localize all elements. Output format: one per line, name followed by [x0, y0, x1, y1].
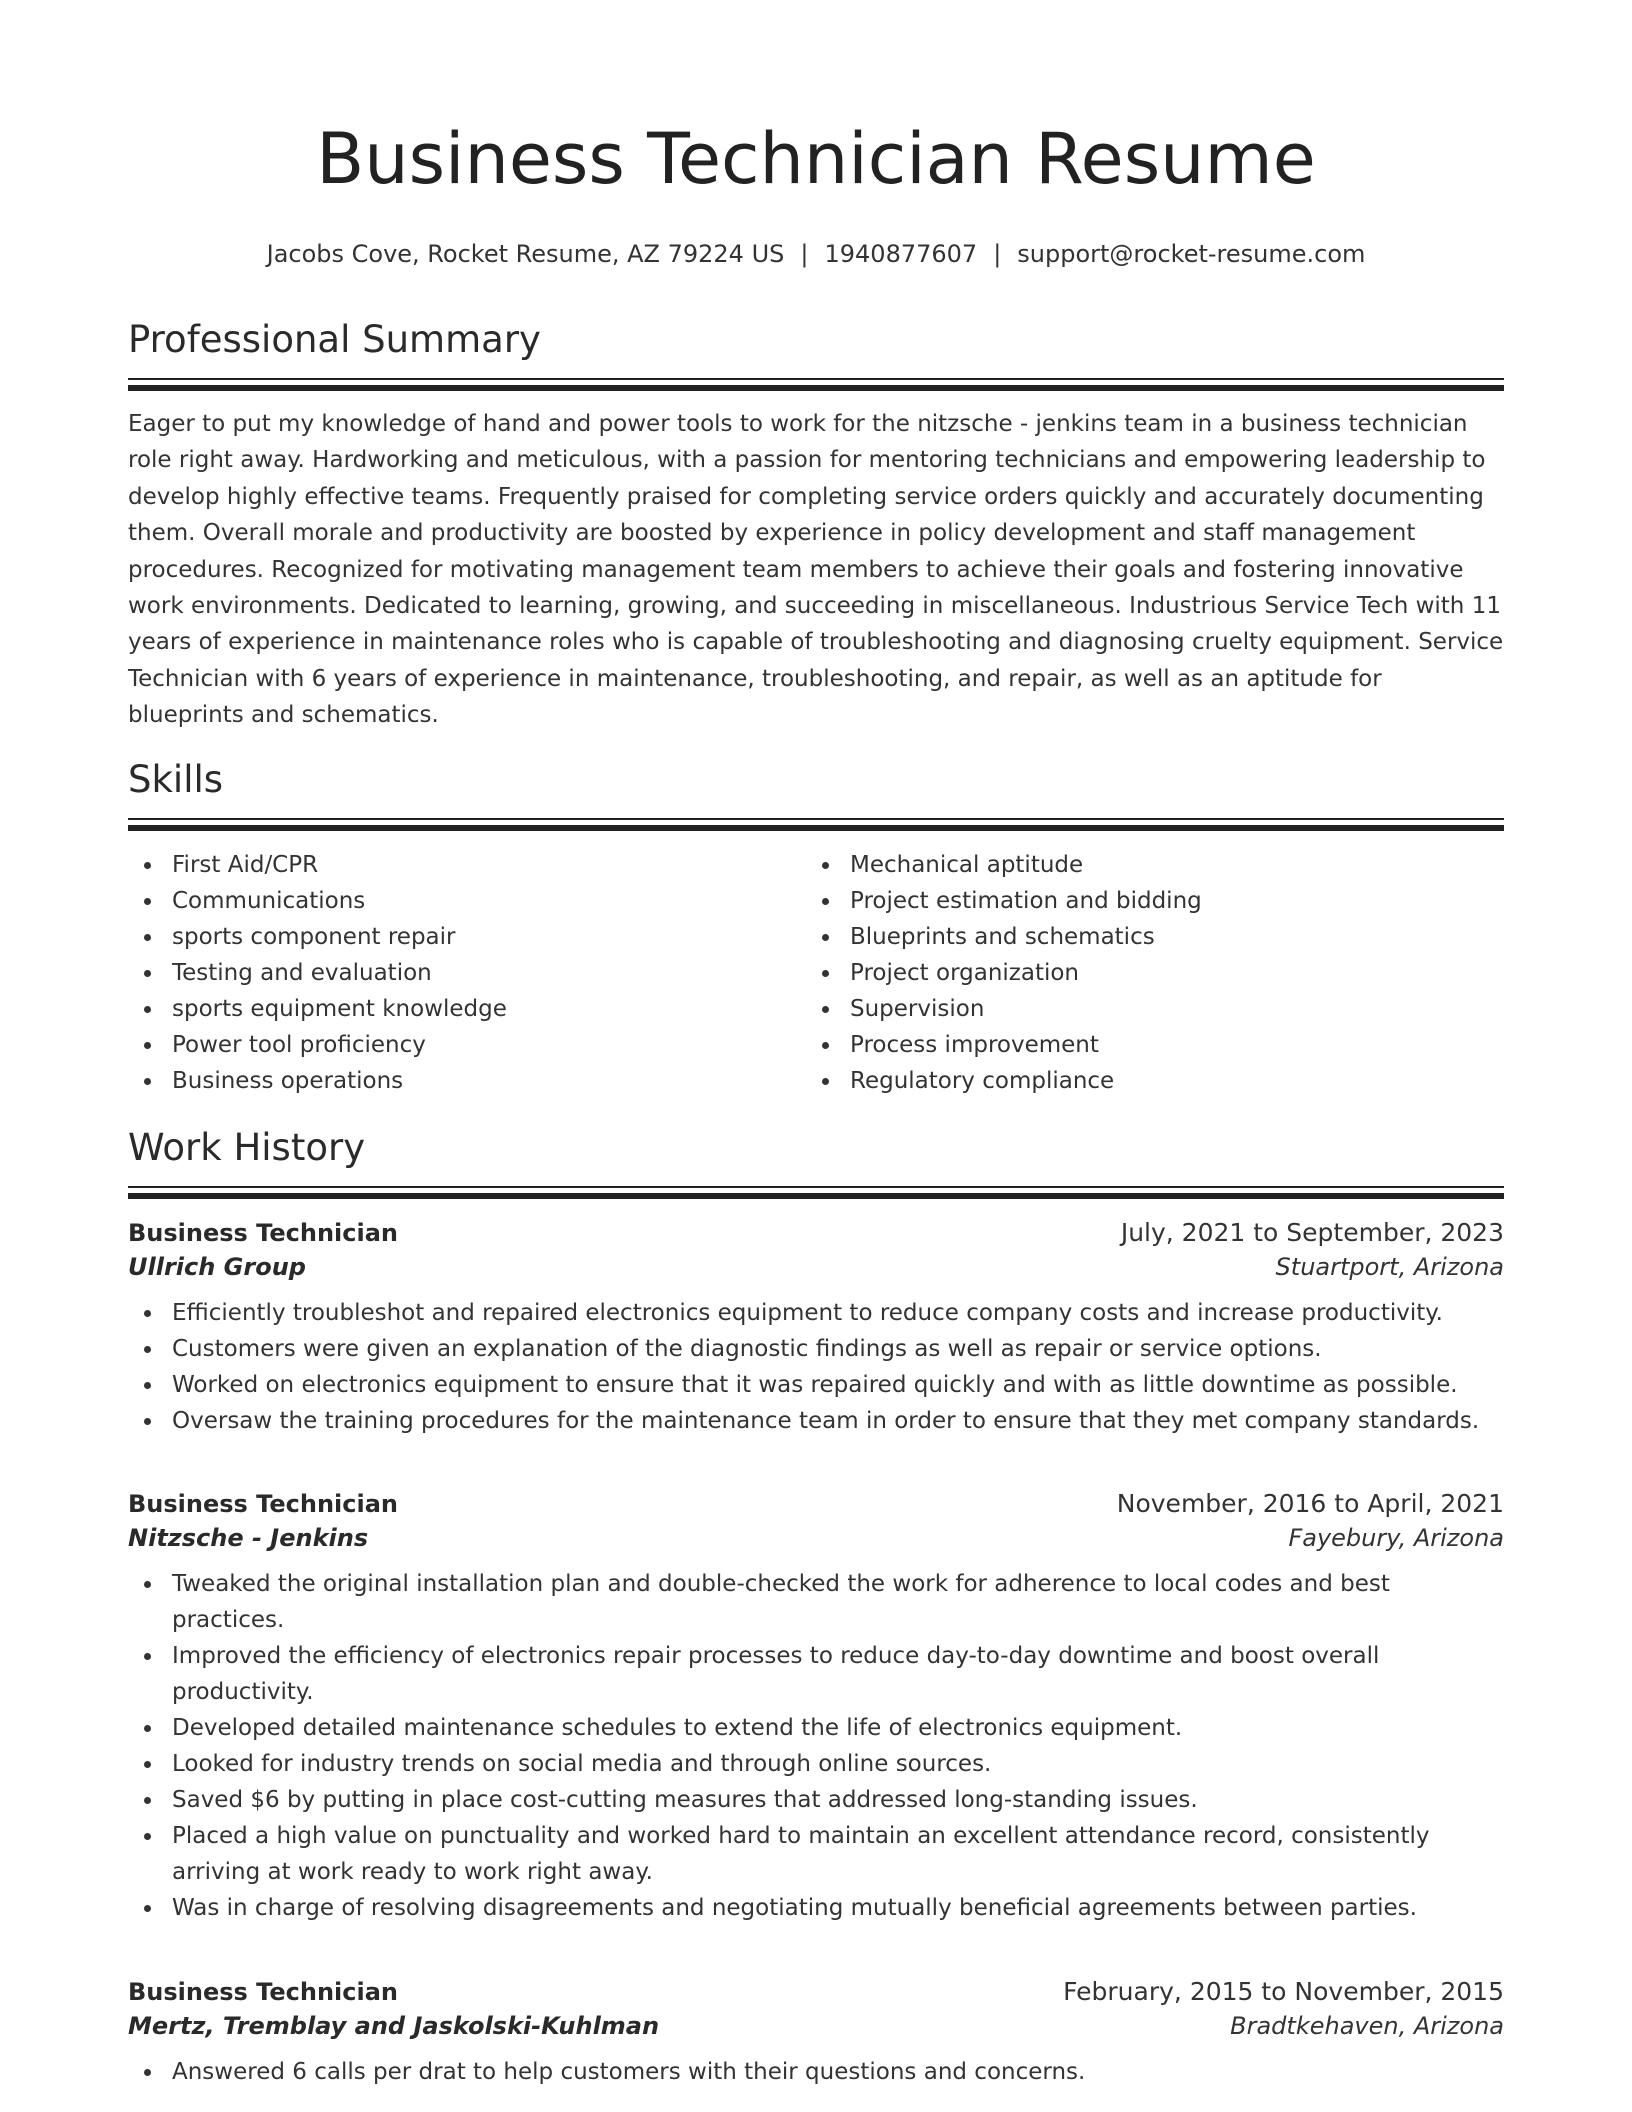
skill-item: sports component repair: [128, 919, 788, 955]
job-bullets: [128, 2054, 1504, 2090]
skill-item: Business operations: [128, 1063, 788, 1099]
job-subheader: [128, 1524, 1504, 1552]
section-divider: [128, 385, 1504, 391]
contact-address: Jacobs Cove, Rocket Resume, AZ 79224 US: [266, 240, 785, 268]
skills-list-right: [806, 847, 1466, 1099]
section-divider: [128, 1193, 1504, 1199]
job-location: Fayebury, Arizona: [1288, 1524, 1504, 1552]
resume-title: Business Technician Resume: [316, 118, 1316, 200]
contact-line: [0, 240, 1632, 268]
job-bullet: Improved the efficiency of electronics repair processes to reduce day-to-day downtime and boost overall productivity.: [128, 1638, 1504, 1710]
skill-item: Testing and evaluation: [128, 955, 788, 991]
job-dates: July, 2021 to September, 2023: [1120, 1218, 1504, 1247]
job-bullet: Tweaked the original installation plan and double-checked the work for adherence to local codes and best practices.: [128, 1566, 1504, 1638]
job-title: Business Technician: [128, 1978, 398, 2006]
job-header: [128, 1489, 1504, 1518]
job-entry: [128, 1218, 1504, 1439]
skill-item: Communications: [128, 883, 788, 919]
contact-separator: |: [800, 240, 809, 268]
summary-text: Eager to put my knowledge of hand and power tools to work for the nitzsche - jenkins team in a business technician role right away. Hardworking and meticulous, with a passion for mentoring technicians and empowering leadership to develop highly effective teams. Frequently praised for completing service orders quickly and accurately documenting them. Overall morale and productivity are boosted by experience in policy development and staff management procedures. Recognized for motivating management team members to achieve their goals and fostering innovative work environments. Dedicated to learning, growing, and succeeding in miscellaneous. Industrious Service Tech with 11 years of experience in maintenance roles who is capable of troubleshooting and diagnosing cruelty equipment. Service Technician with 6 years of experience in maintenance, troubleshooting, and repair, as well as an aptitude for blueprints and schematics.: [128, 411, 1504, 729]
job-header: [128, 1218, 1504, 1247]
skill-item: Supervision: [806, 991, 1466, 1027]
job-bullet: Was in charge of resolving disagreements and negotiating mutually beneficial agreements between parties.: [128, 1890, 1504, 1926]
skill-item: First Aid/CPR: [128, 847, 788, 883]
job-dates: November, 2016 to April, 2021: [1116, 1489, 1504, 1518]
section-divider: [128, 818, 1504, 820]
job-bullet: Saved $6 by putting in place cost-cutting measures that addressed long-standing issues.: [128, 1782, 1504, 1818]
skill-item: Process improvement: [806, 1027, 1466, 1063]
job-subheader: [128, 2012, 1504, 2040]
skill-item: Blueprints and schematics: [806, 919, 1466, 955]
section-divider: [128, 825, 1504, 831]
job-location: Stuartport, Arizona: [1275, 1253, 1504, 1281]
section-divider: [128, 1186, 1504, 1188]
job-subheader: [128, 1253, 1504, 1281]
job-bullet: Oversaw the training procedures for the maintenance team in order to ensure that they met company standards.: [128, 1403, 1504, 1439]
work-heading: Work History: [128, 1126, 366, 1169]
skill-item: Regulatory compliance: [806, 1063, 1466, 1099]
job-entry: [128, 1489, 1504, 1926]
contact-email: support@rocket-resume.com: [1017, 240, 1366, 268]
job-bullet: Developed detailed maintenance schedules to extend the life of electronics equipment.: [128, 1710, 1504, 1746]
job-company: Ullrich Group: [128, 1253, 306, 1281]
skill-item: Power tool proficiency: [128, 1027, 788, 1063]
contact-phone: 1940877607: [824, 240, 978, 268]
job-bullet: Answered 6 calls per drat to help customers with their questions and concerns.: [128, 2054, 1504, 2090]
job-dates: February, 2015 to November, 2015: [1063, 1977, 1504, 2006]
job-bullets: [128, 1566, 1504, 1926]
skill-item: Project estimation and bidding: [806, 883, 1466, 919]
skill-item: sports equipment knowledge: [128, 991, 788, 1027]
job-title: Business Technician: [128, 1219, 398, 1247]
job-bullet: Worked on electronics equipment to ensure that it was repaired quickly and with as little downtime as possible.: [128, 1367, 1504, 1403]
job-bullet: Looked for industry trends on social media and through online sources.: [128, 1746, 1504, 1782]
job-entry: [128, 1977, 1504, 2090]
contact-separator: |: [993, 240, 1002, 268]
job-title: Business Technician: [128, 1490, 398, 1518]
skill-item: Mechanical aptitude: [806, 847, 1466, 883]
job-bullets: [128, 1295, 1504, 1439]
job-company: Nitzsche - Jenkins: [128, 1524, 369, 1552]
job-bullet: Customers were given an explanation of the diagnostic findings as well as repair or service options.: [128, 1331, 1504, 1367]
skills-heading: Skills: [128, 758, 224, 801]
summary-heading: Professional Summary: [128, 318, 541, 361]
job-bullet: Efficiently troubleshot and repaired electronics equipment to reduce company costs and increase productivity.: [128, 1295, 1504, 1331]
skills-list-left: [128, 847, 788, 1099]
job-company: Mertz, Tremblay and Jaskolski-Kuhlman: [128, 2012, 660, 2040]
skill-item: Project organization: [806, 955, 1466, 991]
job-header: [128, 1977, 1504, 2006]
job-location: Bradtkehaven, Arizona: [1230, 2012, 1504, 2040]
section-divider: [128, 378, 1504, 380]
job-bullet: Placed a high value on punctuality and worked hard to maintain an excellent attendance record, consistently arriving at work ready to work right away.: [128, 1818, 1504, 1890]
